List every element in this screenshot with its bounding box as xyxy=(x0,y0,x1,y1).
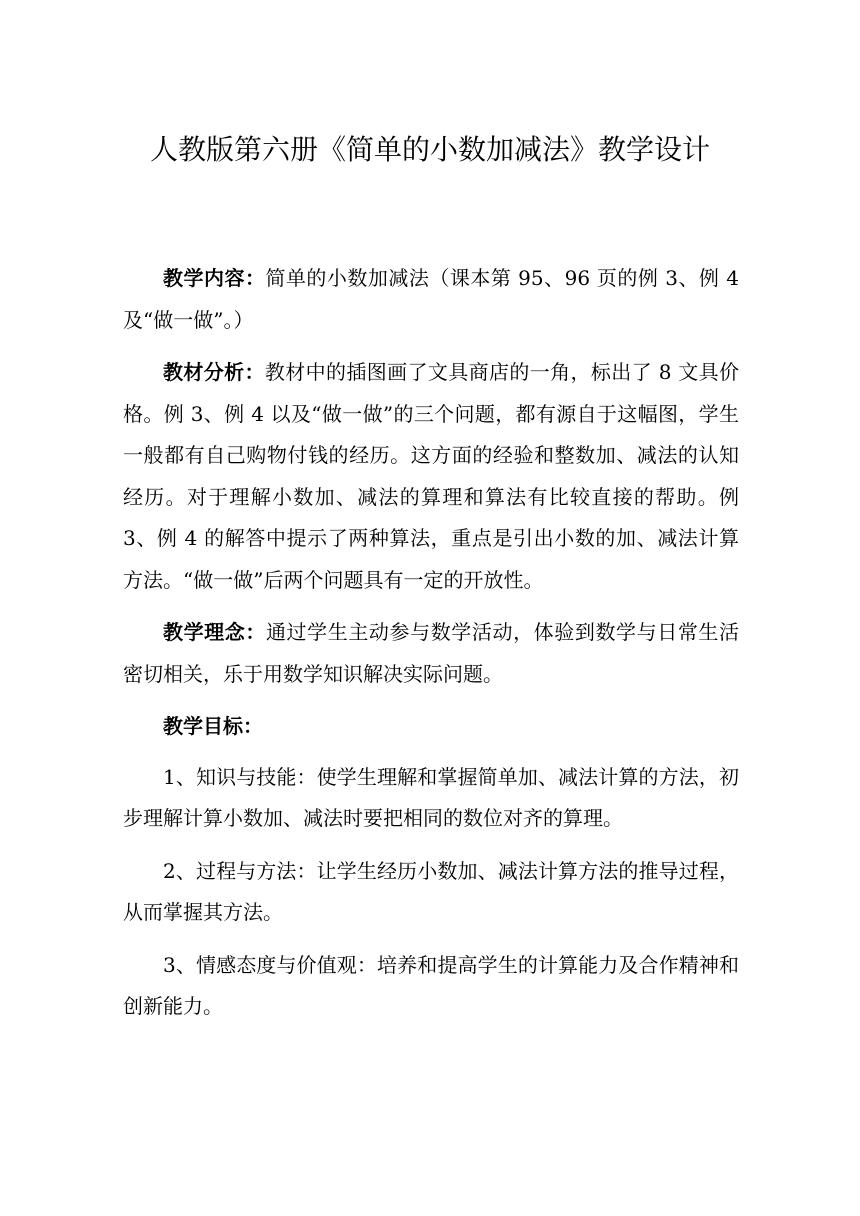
teaching-objectives-label: 教学目标： xyxy=(163,714,263,738)
material-analysis-label: 教材分析： xyxy=(163,360,265,384)
teaching-content-label: 教学内容： xyxy=(163,266,266,290)
teaching-philosophy-label: 教学理念： xyxy=(163,620,266,644)
material-analysis-paragraph xyxy=(123,352,739,601)
document-title: 人教版第六册《简单的小数加减法》教学设计 xyxy=(149,133,710,166)
teaching-philosophy-paragraph xyxy=(123,612,739,695)
teaching-content-text: 简单的小数加减法（课本第 95、96 页的例 3、例 4 及“做一做”。） xyxy=(123,266,739,332)
objective-item: 3、情感态度与价值观：培养和提高学生的计算能力及合作精神和创新能力。 xyxy=(123,952,739,1018)
teaching-content-paragraph xyxy=(123,258,739,341)
material-analysis-text: 教材中的插图画了文具商店的一角，标出了 8 文具价格。例 3、例 4 以及“做一做”的三个问题，都有源自于这幅图，学生一般都有自己购物付钱的经历。这方面的经验和整数加、减法的认知经历。对于理解小数加、减法的算理和算法有比较直接的帮助。例 3、例 4 的解答中提示了两种算法，重点是引出小数的加、减法计算方法。“做一做”后两个问题具有一定的开放性。 xyxy=(123,360,739,592)
objective-item: 2、过程与方法：让学生经历小数加、减法计算方法的推导过程，从而掌握其方法。 xyxy=(123,858,739,924)
teaching-objectives-heading xyxy=(123,706,739,748)
objective-item: 1、知识与技能：使学生理解和掌握简单加、减法计算的方法，初步理解计算小数加、减法时要把相同的数位对齐的算理。 xyxy=(123,764,739,830)
document-body xyxy=(123,258,739,1039)
teaching-philosophy-text: 通过学生主动参与数学活动，体验到数学与日常生活密切相关，乐于用数学知识解决实际问题。 xyxy=(123,620,740,686)
